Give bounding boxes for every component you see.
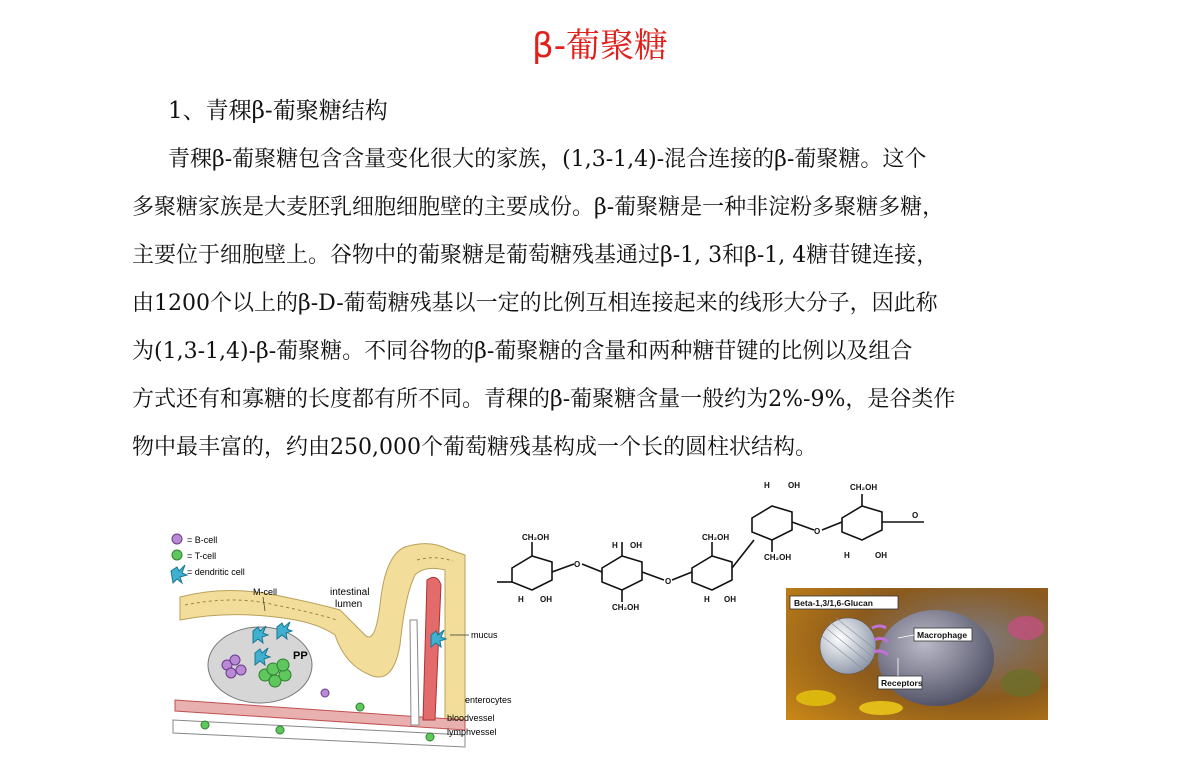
legend-dendritic: = dendritic cell [187, 567, 245, 577]
group-ch2oh: CH₂OH [764, 553, 792, 562]
body-paragraph [132, 136, 1132, 472]
group-h: H [518, 595, 524, 604]
bloodvessel-label: bloodvessel [447, 713, 495, 723]
paragraph-line: 青稞β-葡聚糖包含含量变化很大的家族，(1,3-1,4)-混合连接的β-葡聚糖。这个 [168, 147, 927, 172]
receptors-label: Receptors [881, 678, 923, 688]
group-h: H [844, 551, 850, 560]
paragraph-line: 由1200个以上的β-D-葡萄糖残基以一定的比例互相连接起来的线形大分子，因此称 [132, 291, 938, 316]
group-h: H [764, 481, 770, 490]
legend-bcell: = B-cell [187, 535, 218, 545]
lumen-label-1: intestinal [330, 587, 370, 598]
lymphvessel-label: lymphvessel [447, 727, 497, 737]
group-ch2oh: CH₂OH [612, 603, 640, 612]
group-oh: OH [540, 595, 552, 604]
macrophage-image [786, 588, 1048, 720]
group-o: O [814, 527, 821, 536]
mcell-label: M-cell [253, 587, 277, 597]
lumen-label-2: lumen [335, 599, 363, 610]
group-oh: OH [724, 595, 736, 604]
glucan-label: Beta-1,3/1,6-Glucan [794, 598, 873, 608]
group-ch2oh: CH₂OH [850, 483, 878, 492]
group-oh: OH [875, 551, 887, 560]
group-o: O [665, 577, 672, 586]
group-ch2oh: CH₂OH [522, 533, 550, 542]
group-h: H [704, 595, 710, 604]
pp-label: PP [293, 650, 308, 662]
enterocytes-label: enterocytes [465, 695, 512, 705]
section-heading: 1、青稞β-葡聚糖结构 [168, 98, 388, 124]
group-oh: OH [788, 481, 800, 490]
intestine-diagram [165, 525, 512, 775]
mucus-label: mucus [471, 630, 498, 640]
group-o: O [912, 511, 919, 520]
group-ch2oh: CH₂OH [702, 533, 730, 542]
paragraph-line: 多聚糖家族是大麦胚乳细胞细胞壁的主要成份。β-葡聚糖是一种非淀粉多聚糖多糖， [132, 195, 945, 220]
group-h: H [612, 541, 618, 550]
group-oh: OH [630, 541, 642, 550]
paragraph-line: 方式还有和寡糖的长度都有所不同。青稞的β-葡聚糖含量一般约为2%-9%，是谷类作 [132, 387, 956, 412]
paragraph-line: 物中最丰富的，约由250,000个葡萄糖残基构成一个长的圆柱状结构。 [132, 435, 817, 460]
group-o: O [574, 560, 581, 569]
legend-tcell: = T-cell [187, 551, 217, 561]
page-title: β-葡聚糖 [532, 26, 668, 66]
macrophage-label: Macrophage [917, 630, 968, 640]
paragraph-line: 为(1,3-1,4)-β-葡聚糖。不同谷物的β-葡聚糖的含量和两种糖苷键的比例以及组合 [132, 339, 913, 364]
paragraph-line: 主要位于细胞壁上。谷物中的葡聚糖是葡萄糖残基通过β-1, 3和β-1, 4糖苷键连接， [132, 243, 939, 268]
